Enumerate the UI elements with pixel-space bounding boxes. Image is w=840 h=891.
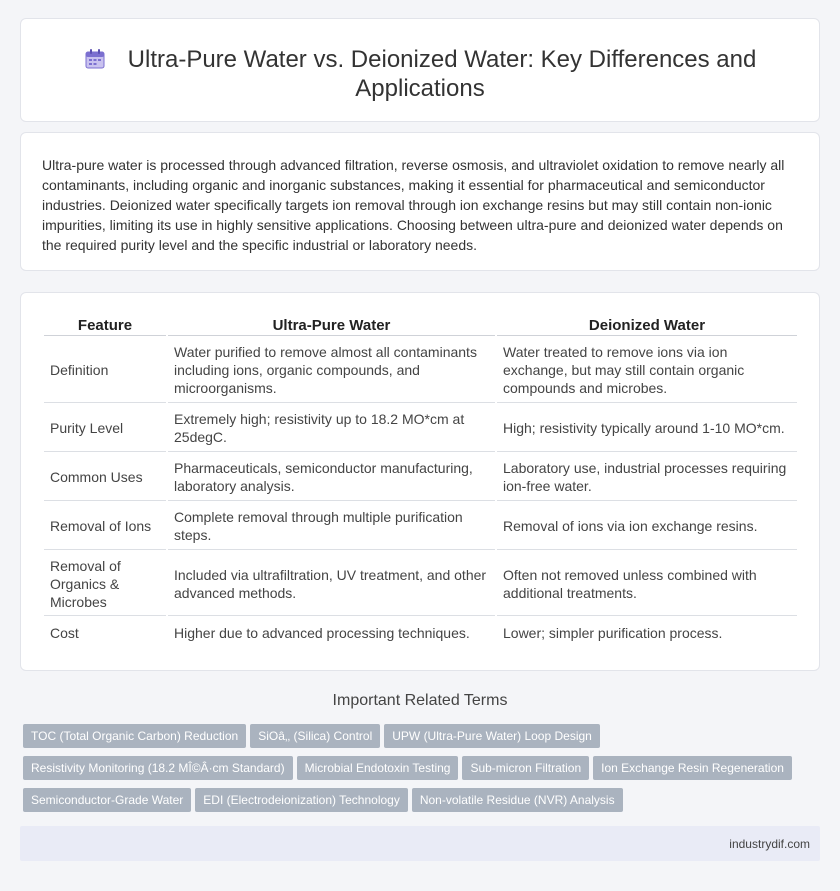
feature-cell: Common Uses bbox=[44, 454, 166, 501]
ultra-pure-cell: Included via ultrafiltration, UV treatment, and other advanced methods. bbox=[168, 552, 495, 616]
feature-cell: Definition bbox=[44, 338, 166, 403]
term-tag[interactable]: SiOâ‚‚ (Silica) Control bbox=[250, 724, 380, 748]
header-deionized-water: Deionized Water bbox=[497, 316, 797, 336]
deionized-cell: Laboratory use, industrial processes requiring ion-free water. bbox=[497, 454, 797, 501]
header-card bbox=[20, 18, 820, 122]
ultra-pure-cell: Complete removal through multiple purification steps. bbox=[168, 503, 495, 550]
related-terms-heading: Important Related Terms bbox=[332, 692, 508, 709]
term-tag[interactable]: Sub-micron Filtration bbox=[462, 756, 589, 780]
page-title-text: Ultra-Pure Water vs. Deionized Water: Key Differences and Applications bbox=[127, 46, 757, 102]
related-terms-list bbox=[23, 724, 823, 820]
footer-site-link[interactable]: industrydif.com bbox=[729, 837, 810, 851]
feature-cell: Cost bbox=[50, 624, 79, 641]
term-tag[interactable]: Resistivity Monitoring (18.2 MÎ©Â·cm Standard) bbox=[23, 756, 293, 780]
term-tag[interactable]: Microbial Endotoxin Testing bbox=[297, 756, 459, 780]
table-row bbox=[44, 454, 797, 501]
feature-cell: Removal of Ions bbox=[44, 503, 166, 550]
deionized-cell: Removal of ions via ion exchange resins. bbox=[497, 503, 797, 550]
table-row bbox=[44, 503, 797, 550]
table-row bbox=[44, 338, 797, 403]
comparison-table-card bbox=[20, 292, 820, 671]
tag-row bbox=[23, 756, 823, 788]
ultra-pure-cell: Water purified to remove almost all contaminants including ions, organic compounds, and microorganisms. bbox=[168, 338, 495, 403]
table-row bbox=[44, 618, 797, 647]
intro-paragraph: Ultra-pure water is processed through advanced filtration, reverse osmosis, and ultraviolet oxidation to remove nearly all contaminants, including organic and inorganic substances, making it essential for pharmaceutical and semiconductor industries. Deionized water specifically targets ion removal through ion exchange resins but may still contain non-ionic impurities, limiting its use in highly sensitive applications. Choosing between ultra-pure and deionized water depends on the required purity level and the specific industrial or laboratory needs. bbox=[42, 157, 785, 253]
page-title bbox=[61, 45, 779, 103]
deionized-cell: Water treated to remove ions via ion exchange, but may still contain organic compounds and microbes. bbox=[497, 338, 797, 403]
tag-row bbox=[23, 724, 823, 756]
table-header-row bbox=[44, 316, 797, 336]
header-ultra-pure-water: Ultra-Pure Water bbox=[168, 316, 495, 336]
term-tag[interactable]: UPW (Ultra-Pure Water) Loop Design bbox=[384, 724, 600, 748]
feature-cell: Removal of Organics & Microbes bbox=[44, 552, 166, 616]
ultra-pure-cell: Extremely high; resistivity up to 18.2 MO*cm at 25degC. bbox=[168, 405, 495, 452]
deionized-cell: High; resistivity typically around 1-10 MO*cm. bbox=[497, 405, 797, 452]
intro-card bbox=[20, 132, 820, 271]
footer-bar bbox=[20, 826, 820, 861]
header-feature: Feature bbox=[44, 316, 166, 336]
table-row bbox=[44, 405, 797, 452]
ultra-pure-cell: Pharmaceuticals, semiconductor manufacturing, laboratory analysis. bbox=[168, 454, 495, 501]
term-tag[interactable]: Semiconductor-Grade Water bbox=[23, 788, 191, 812]
term-tag[interactable]: Ion Exchange Resin Regeneration bbox=[593, 756, 792, 780]
term-tag[interactable]: TOC (Total Organic Carbon) Reduction bbox=[23, 724, 246, 748]
ultra-pure-cell: Higher due to advanced processing techniques. bbox=[174, 624, 470, 641]
term-tag[interactable]: Non-volatile Residue (NVR) Analysis bbox=[412, 788, 623, 812]
tag-row bbox=[23, 788, 823, 820]
term-tag[interactable]: EDI (Electrodeionization) Technology bbox=[195, 788, 408, 812]
deionized-cell: Lower; simpler purification process. bbox=[503, 624, 723, 641]
feature-cell: Purity Level bbox=[44, 405, 166, 452]
deionized-cell: Often not removed unless combined with additional treatments. bbox=[497, 552, 797, 616]
calendar-icon bbox=[84, 48, 106, 70]
table-row bbox=[44, 552, 797, 616]
comparison-table bbox=[42, 314, 799, 649]
